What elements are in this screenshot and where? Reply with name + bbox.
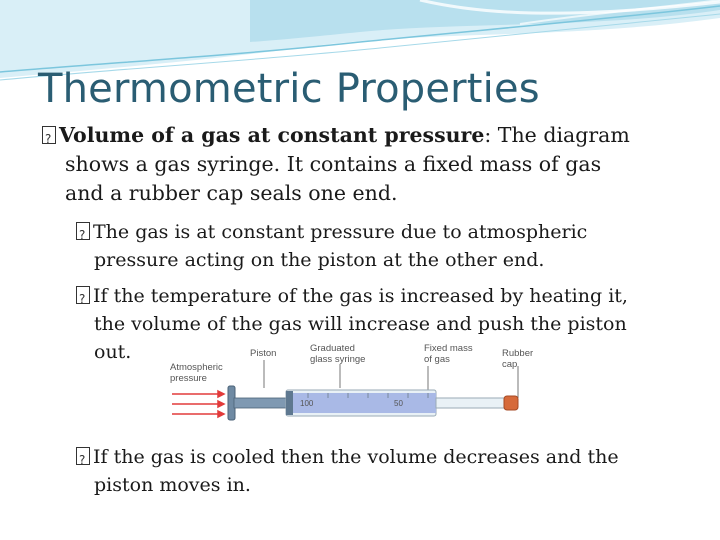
graduated-syringe-label bbox=[310, 343, 365, 365]
bullet-text: pressure acting on the piston at the other end. bbox=[94, 249, 545, 271]
bullet-text: The gas is at constant pressure due to atmospheric bbox=[93, 221, 588, 243]
bullet-bold-term: Volume of a gas at constant pressure bbox=[59, 123, 485, 147]
bullet-text: shows a gas syringe. It contains a fixed mass of gas bbox=[65, 152, 602, 176]
label-line: Atmospheric bbox=[170, 362, 223, 373]
bullet-icon bbox=[76, 286, 90, 304]
bullet-text: and a rubber cap seals one end. bbox=[65, 181, 398, 205]
bullet-text: the volume of the gas will increase and push the piston bbox=[94, 313, 627, 335]
pressure-arrows bbox=[172, 391, 224, 417]
rubber-cap-label bbox=[502, 348, 533, 370]
label-line: Graduated bbox=[310, 343, 355, 354]
bullet-text: If the gas is cooled then the volume decreases and the bbox=[93, 446, 619, 468]
label-line: pressure bbox=[170, 373, 207, 384]
scale-mark-100: 100 bbox=[300, 399, 314, 408]
bullet-volume-of-gas bbox=[42, 121, 702, 208]
label-line: Fixed mass bbox=[424, 343, 473, 354]
bullet-icon bbox=[42, 126, 56, 144]
label-line: glass syringe bbox=[310, 354, 366, 365]
bullet-text: If the temperature of the gas is increased by heating it, bbox=[93, 285, 628, 307]
atmospheric-pressure-label bbox=[170, 362, 223, 384]
sub-bullet-cooling bbox=[76, 443, 706, 499]
piston-label: Piston bbox=[250, 348, 277, 359]
bullet-icon bbox=[76, 222, 90, 240]
bullet-text: : The diagram bbox=[484, 123, 630, 147]
bullet-icon bbox=[76, 447, 90, 465]
page-title: Thermometric Properties bbox=[38, 66, 540, 112]
fixed-mass-label bbox=[424, 343, 473, 365]
bullet-text: out. bbox=[94, 341, 132, 363]
gas-syringe-diagram bbox=[168, 340, 540, 425]
label-line: Rubber bbox=[502, 348, 534, 359]
label-line: of gas bbox=[424, 354, 450, 365]
scale-mark-50: 50 bbox=[394, 399, 403, 408]
sub-bullet-constant-pressure bbox=[76, 218, 706, 274]
label-line: cap bbox=[502, 359, 518, 370]
bullet-text: piston moves in. bbox=[94, 474, 251, 496]
